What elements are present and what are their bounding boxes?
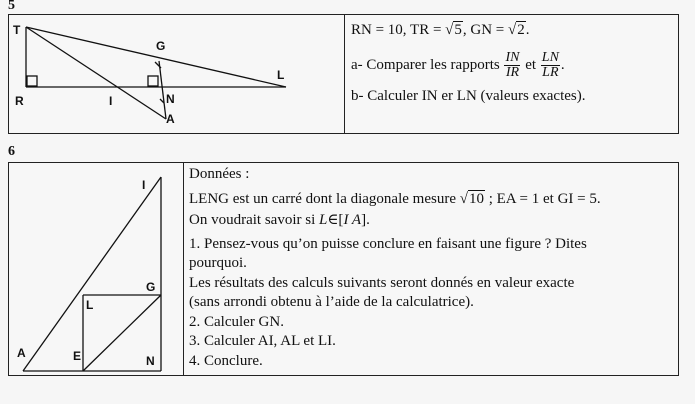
ex6-line-10: 4. Conclure. <box>189 353 263 369</box>
ex5-question-b: b- Calculer IN er LN (valeurs exactes). <box>351 88 586 104</box>
exercise-6-box <box>8 162 679 376</box>
exercise-5-figure <box>9 15 344 133</box>
label-I: I <box>142 178 146 192</box>
right-angle-R <box>27 76 37 86</box>
exercise-6-figure <box>9 163 187 375</box>
ex5-given-line: RN = 10, TR = √5, GN = √2. <box>351 22 530 38</box>
segment-AI <box>23 177 161 371</box>
ex6-line-5: pourquoi. <box>189 255 247 271</box>
ex6-line-6: Les résultats des calculs suivants seront donnés en valeur exacte <box>189 275 575 291</box>
label-L: L <box>277 68 285 82</box>
ex6-line-8: 2. Calculer GN. <box>189 314 284 330</box>
segment-TA <box>26 27 166 119</box>
label-I: I <box>109 94 113 108</box>
label-E: E <box>73 349 82 363</box>
fraction-ln-lr: $\frac{LN}{LR}$ <box>541 50 559 80</box>
label-T: T <box>13 23 21 37</box>
ex5-question-a: a- Comparer les rapports $\frac{IN}{IR}$ et $\frac{LN}{LR}$ . <box>351 50 565 80</box>
label-G: G <box>146 280 156 294</box>
ex6-line-7: (sans arrondi obtenu à l’aide de la calculatrice). <box>189 294 474 310</box>
label-A: A <box>166 112 175 126</box>
segment-GA <box>159 61 166 119</box>
exercise-5-number: 5 <box>8 0 15 13</box>
exercise-6-number: 6 <box>8 144 15 159</box>
right-angle-N <box>148 76 158 86</box>
ex6-line-9: 3. Calculer AI, AL et LI. <box>189 333 336 349</box>
ex6-line-2: LENG est un carré dont la diagonale mesure √10 ; EA = 1 et GI = 5. <box>189 191 601 207</box>
label-G: G <box>156 39 166 53</box>
segment-TL <box>26 27 286 87</box>
ex6-line-4: 1. Pensez-vous qu’on puisse conclure en faisant une figure ? Dites <box>189 236 587 252</box>
label-R: R <box>15 94 24 108</box>
fraction-in-ir: $\frac{IN}{IR}$ <box>505 50 520 80</box>
label-L: L <box>86 298 94 312</box>
exercise-5-divider <box>344 15 345 133</box>
ex6-line-1: Données : <box>189 166 250 182</box>
ex6-line-3: On voudrait savoir si L∈[I A]. <box>189 212 370 228</box>
exercise-6-divider <box>183 163 184 375</box>
label-A: A <box>17 346 26 360</box>
label-N: N <box>166 92 175 106</box>
exercise-5-box <box>8 14 679 134</box>
label-N: N <box>146 354 155 368</box>
